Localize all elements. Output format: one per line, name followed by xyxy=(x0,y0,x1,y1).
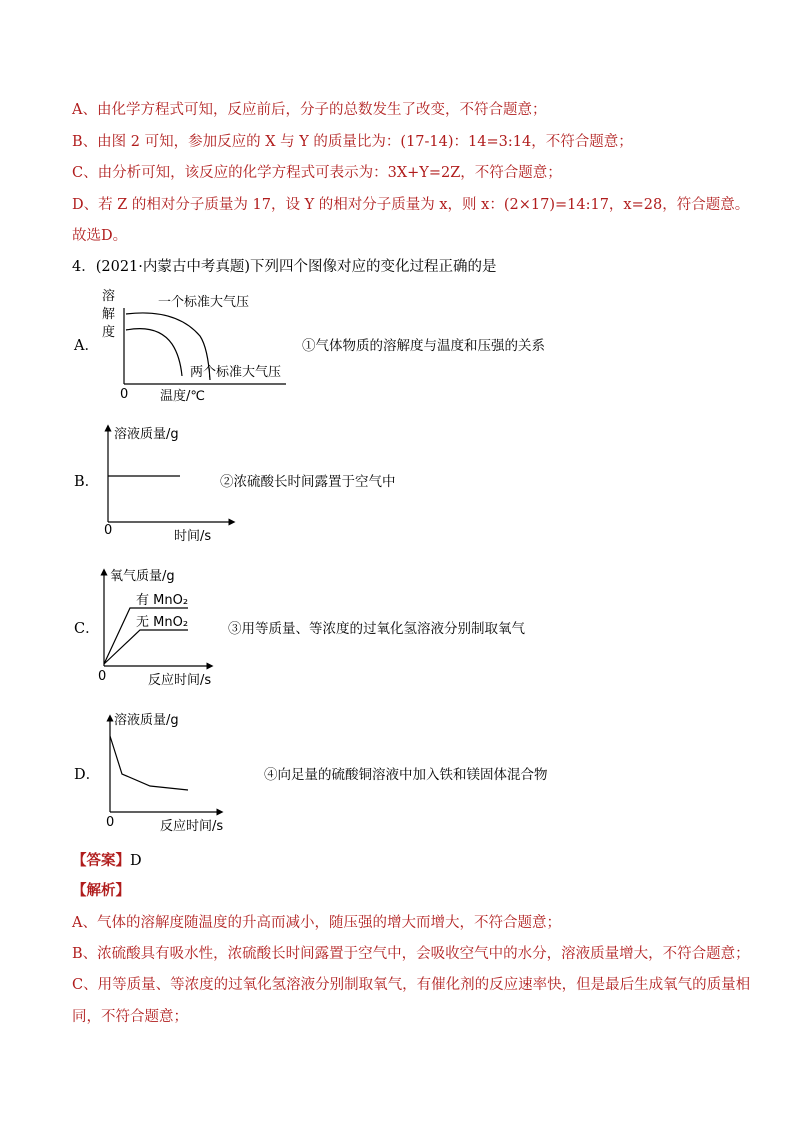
analysis-c1: C、用等质量、等浓度的过氧化氢溶液分别制取氧气，有催化剂的反应速率快，但是最后生成氧气的质量相 xyxy=(72,977,751,993)
option-c-label: C． xyxy=(74,621,100,637)
answer-label: 【答案】 xyxy=(72,852,130,869)
option-a-label: A． xyxy=(74,338,99,354)
origin-label: 0 xyxy=(98,669,107,684)
answer-value: D xyxy=(130,853,142,869)
option-b-caption: ②浓硫酸长时间露置于空气中 xyxy=(220,474,396,490)
curve-2atm xyxy=(126,329,182,376)
prev-conclusion: 故选D。 xyxy=(72,228,128,244)
y-axis-label-1: 溶 xyxy=(102,289,116,304)
y-axis-label-3: 度 xyxy=(102,325,116,340)
y-axis-label: 氧气质量/g xyxy=(110,569,175,584)
analysis-a: A、气体的溶解度随温度的升高而减小，随压强的增大而增大，不符合题意； xyxy=(72,915,561,931)
prev-analysis-c: C、由分析可知，该反应的化学方程式可表示为：3X+Y=2Z，不符合题意； xyxy=(72,165,562,181)
prev-analysis-a: A、由化学方程式可知，反应前后，分子的总数发生了改变，不符合题意； xyxy=(72,102,547,118)
curve-label-no-mno2: 无 MnO₂ xyxy=(136,615,189,630)
option-d-label: D． xyxy=(74,767,101,783)
option-a-graph xyxy=(96,280,316,410)
origin-label: 0 xyxy=(104,523,113,538)
option-c-caption: ③用等质量、等浓度的过氧化氢溶液分别制取氧气 xyxy=(228,621,525,637)
analysis-b: B、浓硫酸具有吸水性，浓硫酸长时间露置于空气中，会吸收空气中的水分，溶液质量增大，不符合题意； xyxy=(72,946,750,962)
x-axis-label: 温度/℃ xyxy=(160,389,205,404)
x-axis-label: 反应时间/s xyxy=(148,673,212,688)
prev-analysis-d: D、若 Z 的相对分子质量为 17，设 Y 的相对分子质量为 x，则 x：(2×17)=14:17，x=28，符合题意。 xyxy=(72,197,750,213)
curve-no-mno2 xyxy=(104,630,188,664)
prev-analysis-b: B、由图 2 可知，参加反应的 X 与 Y 的质量比为：(17-14)：14=3:14，不符合题意； xyxy=(72,134,633,150)
y-axis-label: 溶液质量/g xyxy=(114,713,179,728)
origin-label: 0 xyxy=(106,815,115,830)
curve-label-1atm: 一个标准大气压 xyxy=(158,295,250,310)
x-axis-label: 时间/s xyxy=(174,529,212,544)
option-d-caption: ④向足量的硫酸铜溶液中加入铁和镁固体混合物 xyxy=(264,767,548,783)
x-axis-label: 反应时间/s xyxy=(160,819,224,834)
data-curve xyxy=(110,736,188,790)
origin-label: 0 xyxy=(120,387,129,402)
curve-label-2atm: 两个标准大气压 xyxy=(190,365,282,380)
curve-label-mno2: 有 MnO₂ xyxy=(136,593,189,608)
analysis-c2: 同，不符合题意； xyxy=(72,1009,188,1025)
question-stem: 4．(2021·内蒙古中考真题)下列四个图像对应的变化过程正确的是 xyxy=(72,259,497,275)
answer-line xyxy=(72,851,142,871)
option-b-label: B． xyxy=(74,474,100,490)
y-axis-label-2: 解 xyxy=(102,307,116,322)
option-a-caption: ①气体物质的溶解度与温度和压强的关系 xyxy=(302,338,545,354)
analysis-label: 【解析】 xyxy=(72,882,130,899)
y-axis-label: 溶液质量/g xyxy=(114,427,179,442)
